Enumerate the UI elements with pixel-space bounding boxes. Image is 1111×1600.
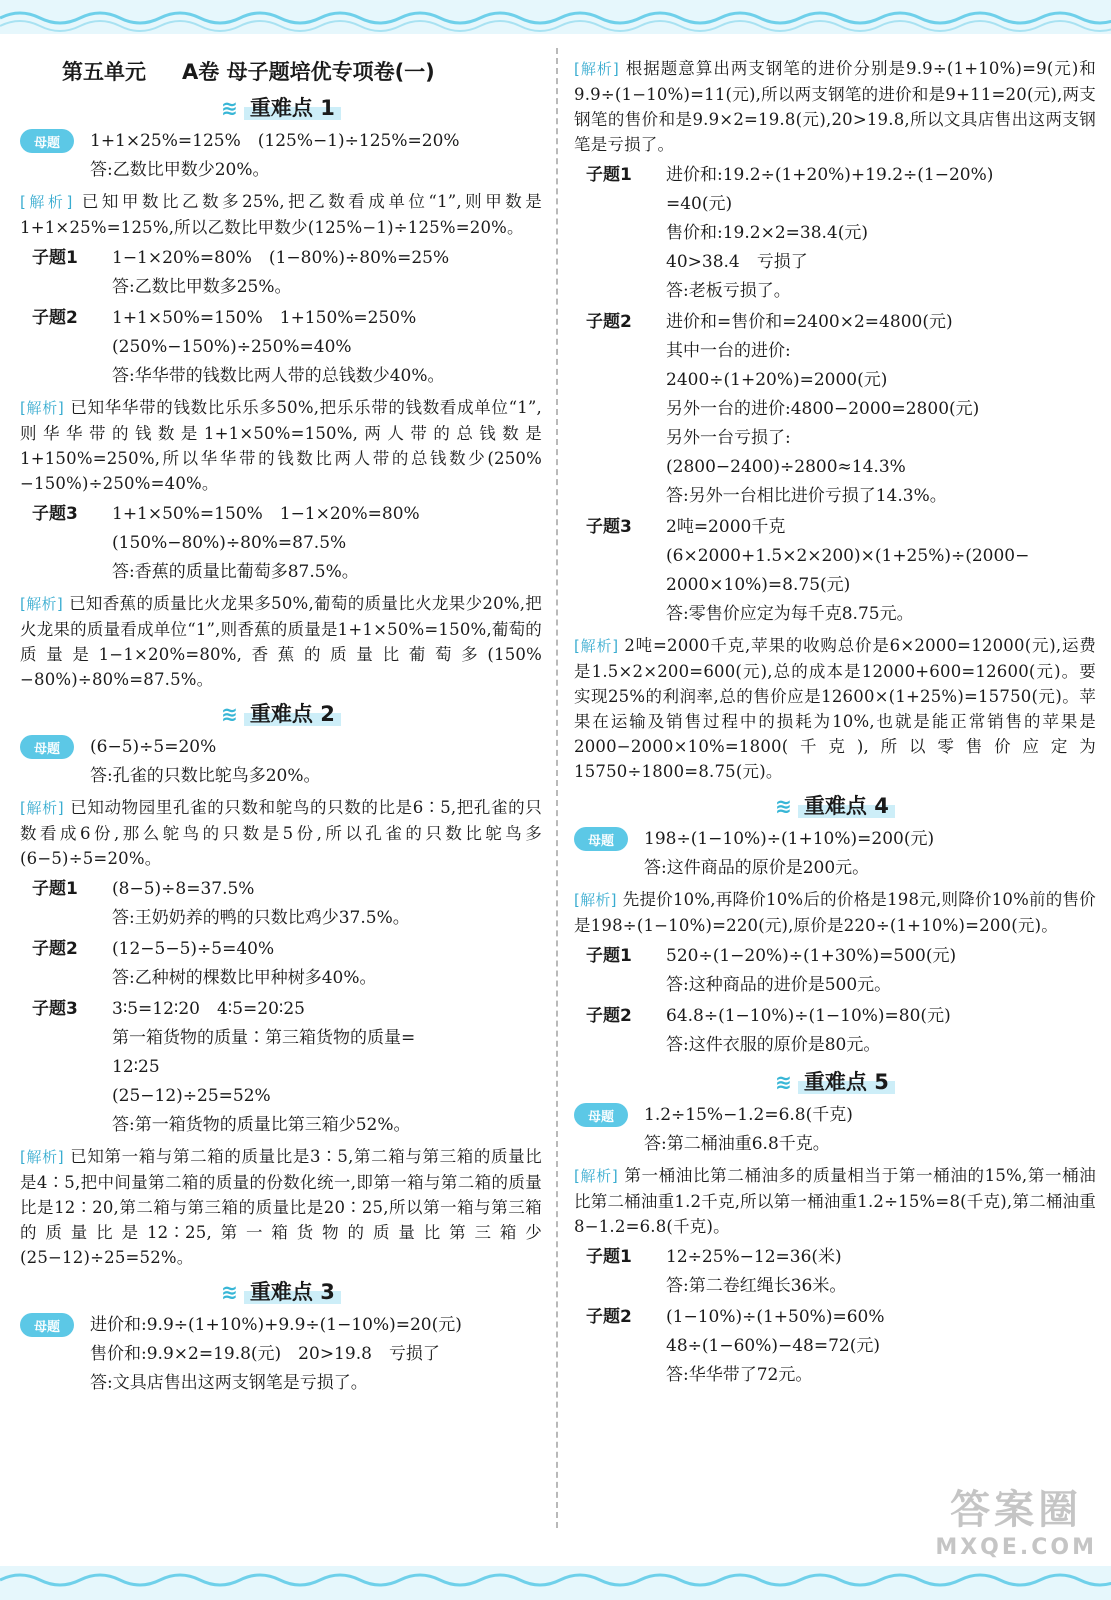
section-heading-5: ≋ 重难点 5 [574, 1066, 1096, 1096]
mother-badge: 母题 [20, 735, 74, 759]
analysis-2-3: [解析] 已知第一箱与第二箱的质量比是3∶5,第二箱与第三箱的质量比是4∶5,把中间量第二箱的质量的份数化统一,即第一箱与第二箱的质量比是12∶20,第二箱与第三箱的质量比是20∶25,所以第一箱与第三箱的质量比是12∶25,第一箱货物的质量比第三箱少(25−12)÷25=52%。 [20, 1147, 542, 1267]
analysis-2: [解析] 已知动物园里孔雀的只数和鸵鸟的只数的比是6∶5,把孔雀的只数看成6份,那么鸵鸟的只数是5份,所以孔雀的只数比鸵鸟多(6−5)÷5=20%。 [20, 798, 542, 868]
analysis-5: [解析] 第一桶油比第二桶油多的质量相当于第一桶油的15%,第一桶油比第二桶油重1.2千克,所以第一桶油重1.2÷15%=8(千克),第二桶油重8−1.2=6.8(千克)。 [574, 1166, 1097, 1236]
mother-badge: 母题 [574, 827, 628, 851]
sub-problem-1-3: 子题3 1+1×50%=150% 1−1×20%=80% (150%−80%)÷80%=87.5% 答:香蕉的质量比葡萄多87.5%。 [32, 504, 420, 582]
mother-badge: 母题 [20, 1313, 74, 1337]
sub-problem-4-2: 子题2 64.8÷(1−10%)÷(1−10%)=80(元) 答:这件衣服的原价是80元。 [586, 1006, 951, 1055]
unit-title [62, 56, 542, 86]
mother-problem-2: 母题 (6−5)÷5=20% 答:孔雀的只数比鸵鸟多20%。 [20, 733, 542, 791]
sub-problem-2-3: 子题3 3∶5=12∶20 4∶5=20∶25 第一箱货物的质量∶第三箱货物的质量= 12∶25 (25−12)÷25=52% 答:第一箱货物的质量比第三箱少52%。 [32, 999, 416, 1135]
analysis-1-3: [解析] 已知香蕉的质量比火龙果多50%,葡萄的质量比火龙果少20%,把火龙果的质量看成单位“1”,则香蕉的质量是1+1×50%=150%,葡萄的质量是1−1×20%=80%,香蕉的质量比葡萄多(150%−80%)÷80%=87.5%。 [20, 594, 542, 689]
wave-icon: ≋ [221, 96, 238, 120]
unit-title-part2: A卷 母子题培优专项卷(一) [182, 60, 435, 84]
sub-problem-3-3: 子题3 2吨=2000千克 (6×2000+1.5×2×200)×(1+25%)÷(2000− 2000×10%)=8.75(元) 答:零售价应定为每千克8.75元。 [586, 517, 1030, 624]
section-heading-3: ≋ 重难点 3 [20, 1276, 542, 1306]
analysis-3: [解析] 根据题意算出两支钢笔的进价分别是9.9÷(1+10%)=9(元)和9.9÷(1−10%)=11(元),所以两支钢笔的进价和是9+11=20(元),两支钢笔的售价和是9.9×2=19.8(元),20>19.8,所以文具店售出这两支钢笔是亏损了。 [574, 59, 1096, 154]
mother-problem-5: 母题 1.2÷15%−1.2=6.8(千克) 答:第二桶油重6.8千克。 [574, 1101, 1096, 1159]
mother-problem-4: 母题 198÷(1−10%)÷(1+10%)=200(元) 答:这件商品的原价是200元。 [574, 825, 1096, 883]
site-watermark: 答案圈 MXQE.COM [935, 1487, 1097, 1560]
analysis-3-3: [解析] 2吨=2000千克,苹果的收购总价是6×2000=12000(元),运费是1.5×2×200=600(元),总的成本是12000+600=12600(元)。要实现25%的利润率,总的售价应是12600×(1+25%)=15750(元)。苹果在运输及销售过程中的损耗为10%,也就是能正常销售的苹果是2000−2000×10%=1800(千克),所以零售价应定为15750÷1800=8.75(元)。 [574, 636, 1096, 781]
mother-problem-3: 母题 进价和:9.9÷(1+10%)+9.9÷(1−10%)=20(元) 售价和:9.9×2=19.8(元) 20>19.8 亏损了 答:文具店售出这两支钢笔是亏损了。 [20, 1311, 542, 1398]
sub-problem-1-2: 子题2 1+1×50%=150% 1+150%=250% (250%−150%)÷250%=40% 答:华华带的钱数比两人带的总钱数少40%。 [32, 308, 445, 386]
section-heading-4: ≋ 重难点 4 [574, 790, 1096, 820]
bottom-wave-decoration [0, 1566, 1111, 1600]
wave-icon: ≋ [221, 1280, 238, 1304]
sub-problem-4-1: 子题1 520÷(1−20%)÷(1+30%)=500(元) 答:这种商品的进价是500元。 [586, 946, 957, 995]
analysis-1-2: [解析] 已知华华带的钱数比乐乐多50%,把乐乐带的钱数看成单位“1”,则华华带的钱数是1+1×50%=150%,两人带的总钱数是1+150%=250%,所以华华带的钱数比两人带的总钱数少(250%−150%)÷250%=40%。 [20, 398, 542, 493]
left-column [20, 52, 542, 1400]
top-wave-decoration [0, 0, 1111, 34]
wave-icon: ≋ [775, 794, 792, 818]
section-heading-2: ≋ 重难点 2 [20, 698, 542, 728]
right-column [574, 56, 1096, 1392]
sub-problem-3-2: 子题2 进价和=售价和=2400×2=4800(元) 其中一台的进价: 2400÷(1+20%)=2000(元) 另外一台的进价:4800−2000=2800(元) 另外一台亏损了: (2800−2400)÷2800≈14.3% 答:另外一台相比进价亏损了14.3%。 [586, 312, 980, 506]
mother-badge: 母题 [574, 1103, 628, 1127]
sub-problem-3-1: 子题1 进价和:19.2÷(1+20%)+19.2÷(1−20%) =40(元) 售价和:19.2×2=38.4(元) 40>38.4 亏损了 答:老板亏损了。 [586, 165, 994, 301]
wave-icon: ≋ [221, 702, 238, 726]
unit-title-part1: 第五单元 [62, 60, 146, 84]
sub-problem-2-2: 子题2 (12−5−5)÷5=40% 答:乙种树的棵数比甲种树多40%。 [32, 939, 377, 988]
sub-problem-2-1: 子题1 (8−5)÷8=37.5% 答:王奶奶养的鸭的只数比鸡少37.5%。 [32, 879, 410, 928]
sub-problem-5-2: 子题2 (1−10%)÷(1+50%)=60% 48÷(1−60%)−48=72(元) 答:华华带了72元。 [586, 1307, 885, 1385]
section-heading-1: ≋ 重难点 1 [20, 92, 542, 122]
analysis-4: [解析] 先提价10%,再降价10%后的价格是198元,则降价10%前的售价是198÷(1−10%)=220(元),原价是220÷(1+10%)=200(元)。 [574, 890, 1096, 935]
analysis-1: [解析] 已知甲数比乙数多25%,把乙数看成单位“1”,则甲数是 1+1×25%=125%,所以乙数比甲数少(125%−1)÷125%=20%。 [20, 192, 542, 237]
mother-problem-1: 母题 1+1×25%=125% (125%−1)÷125%=20% 答:乙数比甲数少20%。 [20, 127, 542, 185]
column-divider [556, 48, 558, 1528]
sub-problem-1-1: 子题1 1−1×20%=80% (1−80%)÷80%=25% 答:乙数比甲数多25%。 [32, 248, 450, 297]
mother-badge: 母题 [20, 129, 74, 153]
sub-problem-5-1: 子题1 12÷25%−12=36(米) 答:第二卷红绳长36米。 [586, 1247, 847, 1296]
wave-icon: ≋ [775, 1070, 792, 1094]
